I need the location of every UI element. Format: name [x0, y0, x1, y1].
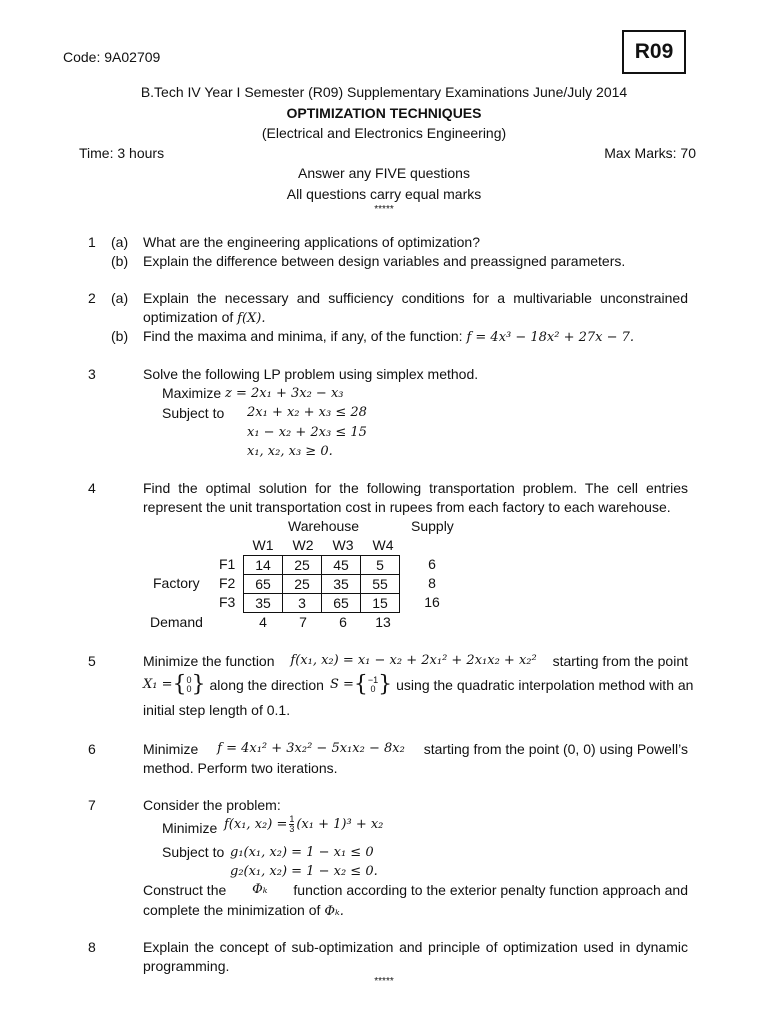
question-5-number: 5	[88, 653, 96, 669]
right-brace-icon: }	[378, 672, 393, 697]
question-7-text-1: Consider the problem:	[143, 797, 281, 813]
question-7-text-3: complete the minimization of	[143, 902, 321, 918]
question-6-line1	[143, 741, 688, 757]
supply-value: 6	[428, 556, 436, 572]
question-5-point-label: X₁ =	[143, 677, 173, 692]
question-7-subject-label: Subject to	[162, 844, 225, 860]
transportation-table	[243, 555, 400, 613]
question-6-text-3: method. Perform two iterations.	[143, 760, 338, 776]
subject-title: OPTIMIZATION TECHNIQUES	[286, 105, 482, 121]
footer-separator: *****	[374, 976, 394, 987]
column-header: W3	[332, 537, 354, 553]
question-5-direction-vector	[368, 676, 378, 694]
question-2a-math: f(X).	[237, 311, 266, 326]
fraction-denominator: 3	[289, 824, 295, 834]
question-5-text-2: starting from the point	[552, 653, 688, 669]
regulation-badge: R09	[622, 30, 686, 74]
vector-entry: 0	[186, 674, 192, 685]
exam-code: Code: 9A02709	[63, 49, 161, 65]
table-cell: 3	[283, 594, 322, 613]
table-cell: 35	[322, 575, 361, 594]
table-cell: 65	[322, 594, 361, 613]
question-7-constraint-1: g₁(x₁, x₂) = 1 − x₁ ≤ 0	[230, 845, 374, 860]
row-label: F2	[219, 575, 236, 591]
question-4-line2: represent the unit transportation cost in rupees from each factory to each warehouse.	[143, 499, 671, 515]
instruction-marks: All questions carry equal marks	[286, 186, 482, 202]
row-label: F3	[219, 594, 236, 610]
question-5-text-1: Minimize the function	[143, 653, 275, 669]
table-cell: 45	[322, 556, 361, 575]
max-marks: Max Marks: 70	[604, 145, 696, 161]
question-8-line1: Explain the concept of sub-optimization and principle of optimization used in dynamic	[143, 939, 688, 955]
column-header: W4	[372, 537, 394, 553]
question-7-f-right: (x₁ + 1)³ + x₂	[296, 817, 384, 832]
question-1b-text: Explain the difference between design variables and preassigned parameters.	[143, 253, 626, 269]
question-5-line2	[143, 672, 694, 697]
question-5-text-3: along the direction	[209, 676, 324, 693]
question-6-function: f = 4x₁² + 3x₂² − 5x₁x₂ − 8x₂	[217, 741, 405, 756]
question-3-maximize-label: Maximize	[162, 385, 222, 401]
question-3-text: Solve the following LP problem using simplex method.	[143, 366, 479, 382]
supply-value: 8	[428, 575, 436, 591]
left-brace-icon: {	[353, 672, 368, 697]
demand-label: Demand	[150, 614, 203, 630]
question-3-number: 3	[88, 366, 96, 382]
question-8-line2: programming.	[143, 958, 230, 974]
question-7-f-left: f(x₁, x₂) =	[224, 817, 288, 832]
question-3-objective: z = 2x₁ + 3x₂ − x₃	[225, 386, 344, 401]
right-brace-icon: }	[191, 672, 206, 697]
table-row	[244, 575, 400, 594]
vector-entry: −1	[367, 674, 379, 685]
question-7-line-complete	[143, 902, 344, 919]
question-7-number: 7	[88, 797, 96, 813]
question-7-objective	[224, 815, 383, 834]
question-8-number: 8	[88, 939, 96, 955]
supply-value: 16	[424, 594, 440, 610]
question-1b-label: (b)	[111, 253, 129, 269]
column-header: W1	[252, 537, 274, 553]
table-cell: 14	[244, 556, 283, 575]
question-7-constraint-2: g₂(x₁, x₂) = 1 − x₂ ≤ 0.	[230, 864, 378, 879]
question-2b-line	[143, 328, 634, 345]
question-4-number: 4	[88, 480, 96, 496]
table-cell: 55	[361, 575, 400, 594]
question-3-subject-label: Subject to	[162, 405, 225, 421]
warehouse-columns	[243, 537, 403, 553]
question-7-fraction	[289, 815, 294, 834]
question-7-phi: Φₖ	[252, 882, 268, 897]
demand-value: 13	[375, 614, 391, 630]
exam-title: B.Tech IV Year I Semester (R09) Supplementary Examinations June/July 2014	[140, 84, 628, 100]
question-4-line1: Find the optimal solution for the following transportation problem. The cell entries	[143, 480, 688, 496]
column-header: W2	[292, 537, 314, 553]
table-cell: 25	[283, 556, 322, 575]
question-7-line-construct	[143, 882, 688, 898]
question-7-phi-2: Φₖ.	[324, 904, 344, 919]
table-row	[244, 594, 400, 613]
factory-label: Factory	[153, 575, 200, 591]
question-3-constraint-1: 2x₁ + x₂ + x₃ ≤ 28	[247, 405, 367, 420]
question-5-text-5: initial step length of 0.1.	[143, 702, 291, 718]
question-3-constraint-2: x₁ − x₂ + 2x₃ ≤ 15	[247, 425, 367, 440]
instruction-answer: Answer any FIVE questions	[298, 165, 470, 181]
question-2a-text: optimization of	[143, 309, 234, 325]
demand-value: 6	[339, 614, 347, 630]
question-3-constraint-3: x₁, x₂, x₃ ≥ 0.	[247, 444, 333, 459]
demand-value: 7	[299, 614, 307, 630]
table-cell: 25	[283, 575, 322, 594]
question-7-text-2a: Construct the	[143, 882, 227, 898]
branch-name: (Electrical and Electronics Engineering)	[261, 125, 507, 141]
demand-value: 4	[259, 614, 267, 630]
question-7-text-2b: function according to the exterior penalty function approach and	[293, 882, 688, 898]
question-2-number: 2	[88, 290, 96, 306]
question-7-minimize-label: Minimize	[162, 820, 218, 836]
supply-header: Supply	[411, 518, 454, 534]
table-row	[244, 556, 400, 575]
fraction-numerator: 1	[289, 814, 295, 824]
row-label: F1	[219, 556, 236, 572]
warehouse-header: Warehouse	[288, 518, 360, 534]
header-separator: *****	[374, 204, 394, 215]
table-cell: 65	[244, 575, 283, 594]
vector-entry: 0	[186, 683, 192, 694]
question-5-direction-label: S =	[329, 677, 354, 692]
table-cell: 35	[244, 594, 283, 613]
question-1a-label: (a)	[111, 234, 129, 250]
question-6-text-1: Minimize	[143, 741, 199, 757]
question-2b-text: Find the maxima and minima, if any, of the function:	[143, 328, 463, 344]
exam-time: Time: 3 hours	[79, 145, 165, 161]
question-6-number: 6	[88, 741, 96, 757]
table-cell: 15	[361, 594, 400, 613]
question-2b-label: (b)	[111, 328, 129, 344]
question-2a-line1: Explain the necessary and sufficiency conditions for a multivariable unconstrained	[143, 290, 688, 306]
vector-entry: 0	[370, 683, 376, 694]
demand-row	[243, 614, 403, 630]
question-5-line1	[143, 653, 688, 669]
table-cell: 5	[361, 556, 400, 575]
left-brace-icon: {	[172, 672, 187, 697]
question-2a-label: (a)	[111, 290, 129, 306]
question-2a-line2	[143, 309, 266, 326]
question-6-text-2: starting from the point (0, 0) using Powell’s	[423, 741, 688, 757]
question-5-text-4: using the quadratic interpolation method with an	[396, 676, 694, 693]
question-5-function: f(x₁, x₂) = x₁ − x₂ + 2x₁² + 2x₁x₂ + x₂²	[290, 653, 537, 668]
question-2b-math: f = 4x³ − 18x² + 27x − 7.	[466, 330, 635, 345]
question-1a-text: What are the engineering applications of optimization?	[143, 234, 480, 250]
question-1-number: 1	[88, 234, 96, 250]
